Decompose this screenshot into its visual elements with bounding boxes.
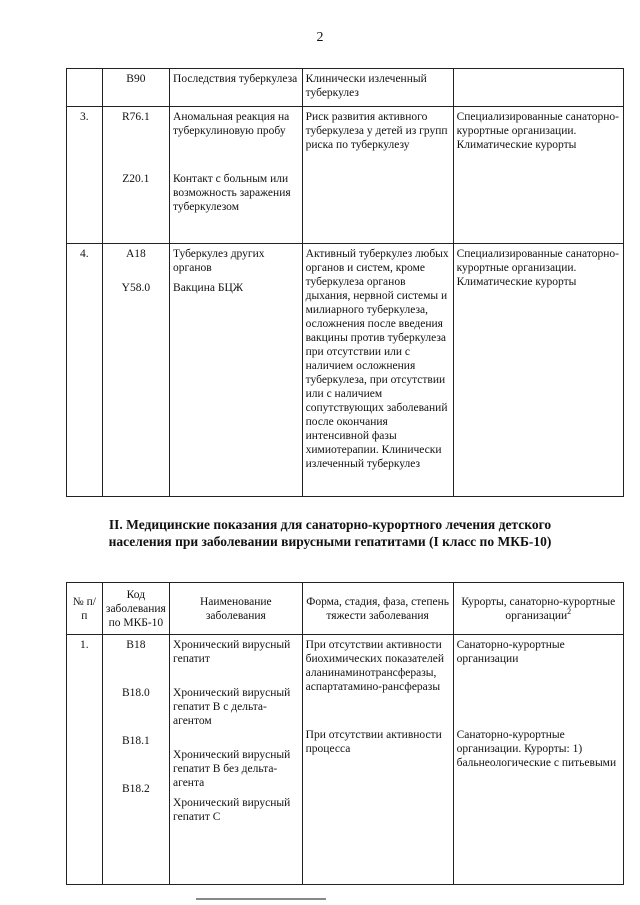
code-text: A18 [125,248,146,260]
scan-edge-mark [196,898,326,900]
code-text: B18 [126,639,146,651]
disease-code [102,69,169,107]
name-text: Туберкулез других органов [173,248,265,274]
page-number: 2 [316,30,324,45]
disease-form [302,635,453,885]
header-resorts-text: Курорты, санаторно-курортные организации [461,595,616,622]
header-name: Наименование заболевания [170,583,303,635]
disease-form: Активный туберкулез любых органов и систем, кроме туберкулеза органов дыхания, нервной системы и милиарного туберкулеза, осложнения после введения вакцины против туберкулеза при отсутствии или с наличием осложнения туберкулеза, при отсутствии или с наличием сопутствующих заболеваний после окончания интенсивной фазы химиотерапии. Клинически излеченный туберкулез [302,244,453,497]
disease-name [170,244,303,497]
table-row [67,107,624,244]
header-resorts [453,583,623,635]
code-text: B18.2 [121,783,150,795]
row-number [67,635,103,885]
name-text: Аномальная реакция на туберкулиновую пробу [173,111,290,137]
name-text: Последствия туберкулеза [173,73,298,85]
resorts-text: Санаторно-курортные организации [456,639,565,665]
name-text: Хронический вирусный гепатит B с дельта-агентом [173,687,291,727]
resort-type [453,635,623,885]
disease-code [102,107,169,244]
name-text: Хронический вирусный гепатит [173,639,291,665]
row-number-text: 1. [80,639,89,651]
code-text: B90 [126,73,146,85]
disease-name [170,635,303,885]
row-number: 3. [67,107,103,244]
code-text: Y58.0 [121,282,151,294]
table-header-row [67,583,624,635]
code-text: Z20.1 [122,173,150,185]
section-heading: II. Медицинские показания для санаторно-курортного лечения детского населения при заболевании вирусными гепатитами (I класс по МКБ-10) [108,517,552,549]
table-row [67,244,624,497]
resorts-text: Санаторно-курортные организации. Курорты: 1) бальнеологические с питьевыми [456,729,617,769]
header-num: № п/п [67,583,103,635]
name-text: Контакт с больным или возможность заражения туберкулезом [173,173,291,213]
indications-table-tuberculosis [66,68,624,497]
disease-code [102,635,169,885]
resort-type: Специализированные санаторно-курортные организации. Климатические курорты [453,107,623,244]
name-text: Вакцина БЦЖ [173,282,244,294]
disease-code [102,244,169,497]
code-text: B18.0 [121,687,150,699]
form-text: При отсутствии активности биохимических показателей аланинаминотрансферазы, аспартатамино-рансферазы [305,639,444,693]
disease-name [170,69,303,107]
table-row [67,635,624,885]
name-text: Хронический вирусный гепатит C [173,797,291,823]
disease-form: Риск развития активного туберкулеза у детей из групп риска по туберкулезу [302,107,453,244]
row-number [67,69,103,107]
resort-type: Специализированные санаторно-курортные организации. Климатические курорты [453,244,623,497]
footnote-marker: 2 [567,606,572,616]
indications-table-hepatitis [66,582,624,885]
disease-form: Клинически излеченный туберкулез [302,69,453,107]
form-text: При отсутствии активности процесса [305,729,442,755]
header-form: Форма, стадия, фаза, степень тяжести заболевания [302,583,453,635]
name-text: Хронический вирусный гепатит B без дельта-агента [173,749,291,789]
code-text: B18.1 [121,735,150,747]
code-text: R76.1 [121,111,150,123]
disease-name [170,107,303,244]
row-number: 4. [67,244,103,497]
resort-type [453,69,623,107]
table-row [67,69,624,107]
header-code: Код заболевания по МКБ-10 [102,583,169,635]
